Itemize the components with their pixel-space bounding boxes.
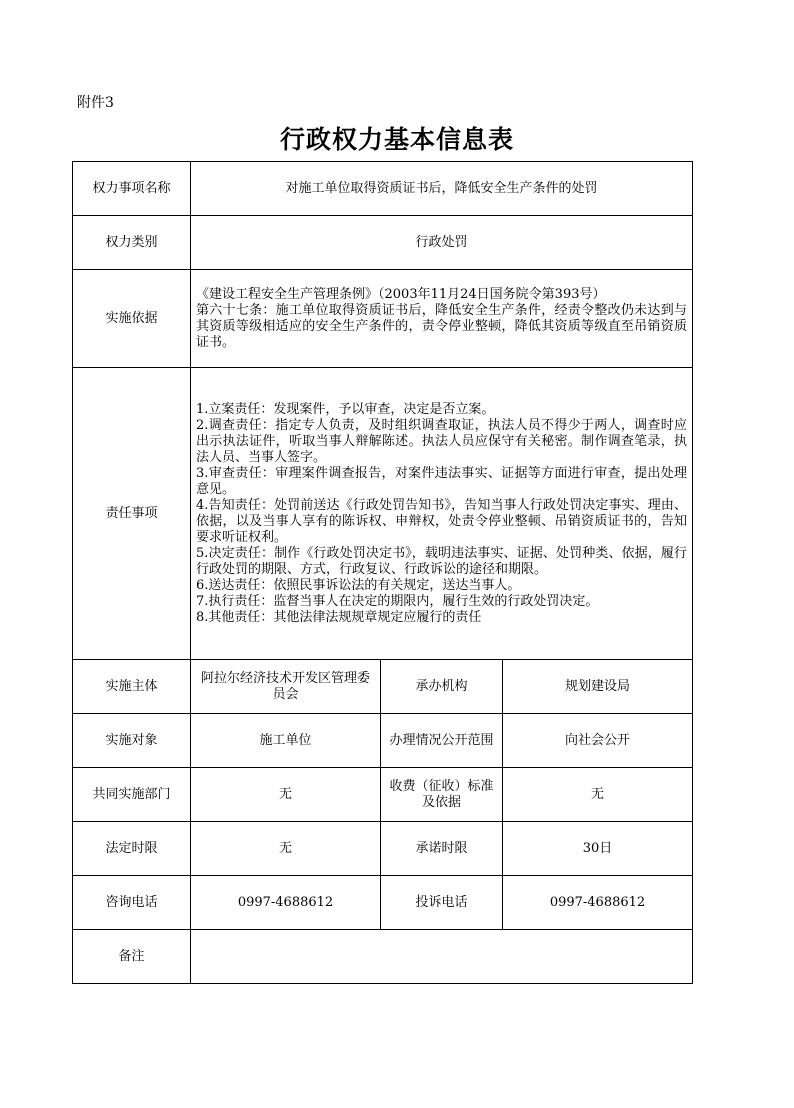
power-type-label: 权力类别: [73, 216, 191, 270]
promised-limit-label: 承诺时限: [381, 822, 503, 876]
duties-value: [191, 368, 693, 660]
basis-regulation: 《建设工程安全生产管理条例》（2003年11月24日国务院令第393号）: [196, 286, 606, 302]
duty-item: 8.其他责任：其他法律法规规章规定应履行的责任: [196, 609, 482, 625]
duty-item: 1.立案责任：发现案件，予以审查，决定是否立案。: [196, 401, 495, 417]
duty-item: 5.决定责任：制作《行政处罚决定书》，载明违法事实、证据、处罚种类、依据，履行行政处罚的期限、方式，行政复议、行政诉讼的途径和期限。: [196, 545, 687, 577]
duty-item: 2.调查责任：指定专人负责，及时组织调查取证，执法人员不得少于两人，调查时应出示执法证件，听取当事人辩解陈述。执法人员应保守有关秘密。制作调查笔录，执法人员、当事人签字。: [196, 417, 687, 465]
subject-label: 实施主体: [73, 660, 191, 714]
row-subject: [73, 660, 693, 714]
admin-power-info-table: [72, 161, 693, 984]
row-power-type: [73, 216, 693, 270]
consult-phone-value: 0997-4688612: [191, 876, 381, 930]
legal-limit-label: 法定时限: [73, 822, 191, 876]
remarks-value: [191, 930, 693, 984]
target-value: 施工单位: [191, 714, 381, 768]
legal-limit-value: 无: [191, 822, 381, 876]
row-duties: [73, 368, 693, 660]
duty-item: 3.审查责任：审理案件调查报告，对案件违法事实、证据等方面进行审查，提出处理意见。: [196, 465, 687, 497]
duties-label: 责任事项: [73, 368, 191, 660]
target-label: 实施对象: [73, 714, 191, 768]
row-power-name: [73, 162, 693, 216]
consult-phone-label: 咨询电话: [73, 876, 191, 930]
duty-item: 7.执行责任：监督当事人在决定的期限内，履行生效的行政处罚决定。: [196, 593, 599, 609]
attachment-label: 附件3: [77, 95, 114, 111]
complaint-phone-value: 0997-4688612: [503, 876, 693, 930]
duty-item: 4.告知责任：处罚前送达《行政处罚告知书》，告知当事人行政处罚决定事实、理由、依据，以及当事人享有的陈诉权、申辩权，处责令停业整顿、吊销资质证书的，告知要求听证权利。: [196, 497, 687, 545]
complaint-phone-label: 投诉电话: [381, 876, 503, 930]
row-phone: [73, 876, 693, 930]
co-dept-value: 无: [191, 768, 381, 822]
remarks-label: 备注: [73, 930, 191, 984]
row-remarks: [73, 930, 693, 984]
co-dept-label: 共同实施部门: [73, 768, 191, 822]
fee-standard-value: 无: [503, 768, 693, 822]
row-target: [73, 714, 693, 768]
basis-label: 实施依据: [73, 270, 191, 368]
handling-agency-label: 承办机构: [381, 660, 503, 714]
power-name-label: 权力事项名称: [73, 162, 191, 216]
fee-standard-label: 收费（征收）标准及依据: [381, 768, 503, 822]
duty-item: 6.送达责任：依照民事诉讼法的有关规定，送达当事人。: [196, 577, 521, 593]
row-co-dept: [73, 768, 693, 822]
power-name-value: 对施工单位取得资质证书后，降低安全生产条件的处罚: [191, 162, 693, 216]
promised-limit-value: 30日: [503, 822, 693, 876]
disclosure-scope-label: 办理情况公开范围: [381, 714, 503, 768]
handling-agency-value: 规划建设局: [503, 660, 693, 714]
row-basis: [73, 270, 693, 368]
disclosure-scope-value: 向社会公开: [503, 714, 693, 768]
page-title: 行政权力基本信息表: [279, 125, 514, 154]
subject-value: 阿拉尔经济技术开发区管理委员会: [191, 660, 381, 714]
basis-article: 第六十七条：施工单位取得资质证书后，降低安全生产条件，经责令整改仍未达到与其资质等级相适应的安全生产条件的，责令停业整顿，降低其资质等级直至吊销资质证书。: [196, 302, 687, 350]
basis-value: [191, 270, 693, 368]
power-type-value: 行政处罚: [191, 216, 693, 270]
row-time-limit: [73, 822, 693, 876]
